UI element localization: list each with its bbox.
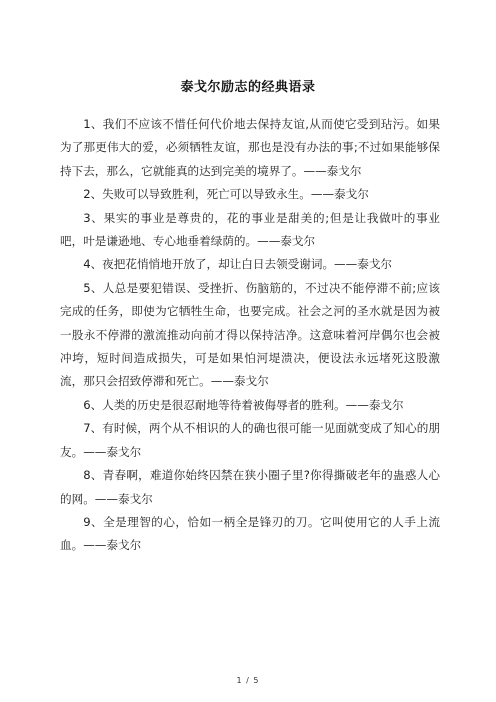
- quote-paragraph-2: 2、失败可以导致胜利，死亡可以导致永生。——泰戈尔: [83, 187, 369, 202]
- quote-paragraph-9: 9、全是理智的心，恰如一柄全是锋刃的刀。它叫使用它的人手上流血。——泰戈尔: [60, 514, 440, 553]
- quote-paragraph-8: 8、青春啊，难道你始终囚禁在狭小圈子里?你得撕破老年的蛊惑人心的网。——泰戈尔: [60, 468, 440, 506]
- page-number-indicator: 1 / 5: [236, 676, 260, 685]
- quote-paragraph-7: 7、有时候，两个从不相识的人的确也很可能一见面就变成了知心的朋友。——泰戈尔: [60, 421, 440, 459]
- quote-paragraph-1: 1、我们不应该不惜任何代价地去保持友谊,从而使它受到玷污。如果为了那更伟大的爱，必须牺牲友谊，那也是没有办法的事;不过如果能够保持下去，那么，它就能真的达到完美的境界了。——泰戈尔: [60, 117, 440, 178]
- document-body: [60, 113, 440, 558]
- quote-paragraph-4: 4、夜把花悄悄地开放了，却让白日去领受谢词。——泰戈尔: [83, 257, 393, 272]
- quote-paragraph-5: 5、人总是要犯错误、受挫折、伤脑筋的，不过决不能停滞不前;应该完成的任务，即使为它牺牲生命，也要完成。社会之河的圣水就是因为被一股永不停滞的激流推动向前才得以保持洁净。这意味着河岸偶尔也会被冲垮，短时间造成损失，可是如果怕河堤溃决，便设法永远堵死这股激流，那只会招致停滞和死亡。——泰戈尔: [60, 280, 440, 389]
- document-title: 泰戈尔励志的经典语录: [180, 80, 316, 95]
- quote-paragraph-6: 6、人类的历史是很忍耐地等待着被侮辱者的胜利。——泰戈尔: [83, 397, 404, 412]
- quote-paragraph-3: 3、果实的事业是尊贵的，花的事业是甜美的;但是让我做叶的事业吧，叶是谦逊地、专心地垂着绿荫的。——泰戈尔: [60, 210, 440, 249]
